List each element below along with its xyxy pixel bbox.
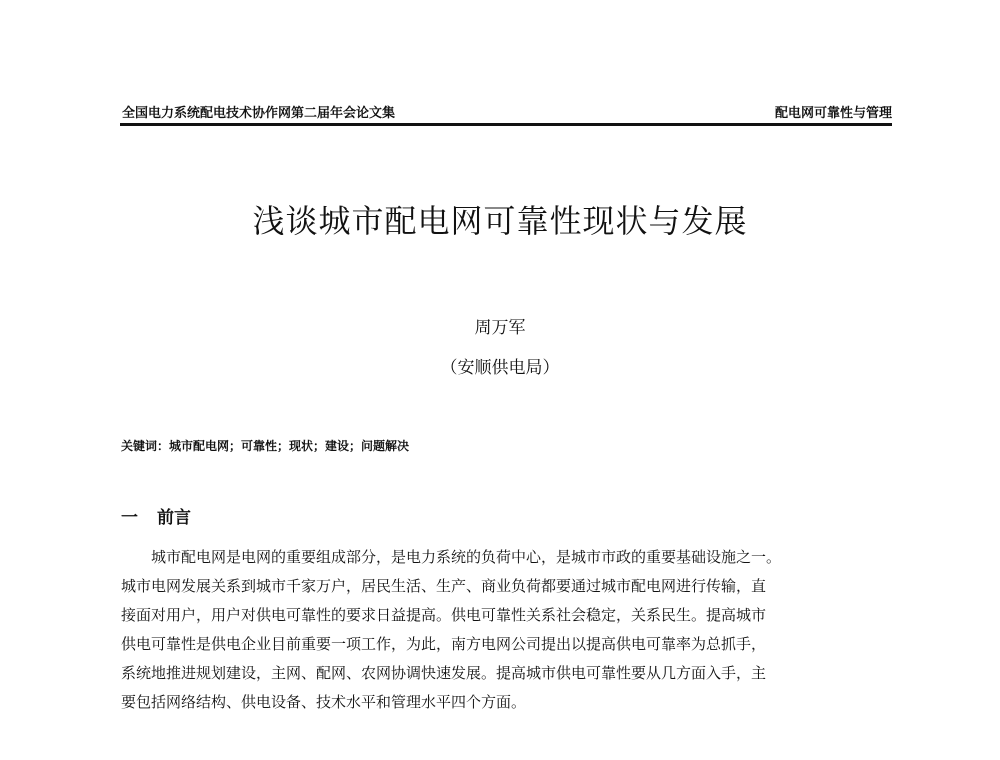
- body-line: 供电可靠性是供电企业目前重要一项工作，为此，南方电网公司提出以提高供电可靠率为总抓手，: [121, 635, 767, 653]
- header-rule: [120, 123, 892, 126]
- body-line: 接面对用户，用户对供电可靠性的要求日益提高。供电可靠性关系社会稳定，关系民生。提高城市: [121, 606, 767, 624]
- section-title: 前言: [157, 508, 191, 528]
- header-section-title: 配电网可靠性与管理: [774, 106, 892, 121]
- body-line: 城市电网发展关系到城市千家万户，居民生活、生产、商业负荷都要通过城市配电网进行传输，直: [121, 577, 767, 595]
- running-header: [122, 102, 892, 122]
- body-line: 要包括网络结构、供电设备、技术水平和管理水平四个方面。: [121, 693, 527, 711]
- header-proceedings-title: 全国电力系统配电技术协作网第二届年会论文集: [122, 106, 396, 121]
- keywords: 关键词：城市配电网；可靠性；现状；建设；问题解决: [121, 439, 410, 453]
- author-name: 周万军: [474, 318, 526, 338]
- section-heading: [121, 503, 191, 528]
- section-number: 一: [121, 508, 138, 528]
- section-body: [121, 543, 891, 717]
- author-affiliation: （安顺供电局）: [440, 358, 560, 378]
- body-line: 城市配电网是电网的重要组成部分，是电力系统的负荷中心，是城市市政的重要基础设施之一。: [151, 548, 782, 566]
- body-line: 系统地推进规划建设，主网、配网、农网协调快速发展。提高城市供电可靠性要从几方面入手，主: [121, 664, 767, 682]
- paper-title: 浅谈城市配电网可靠性现状与发展: [252, 202, 748, 240]
